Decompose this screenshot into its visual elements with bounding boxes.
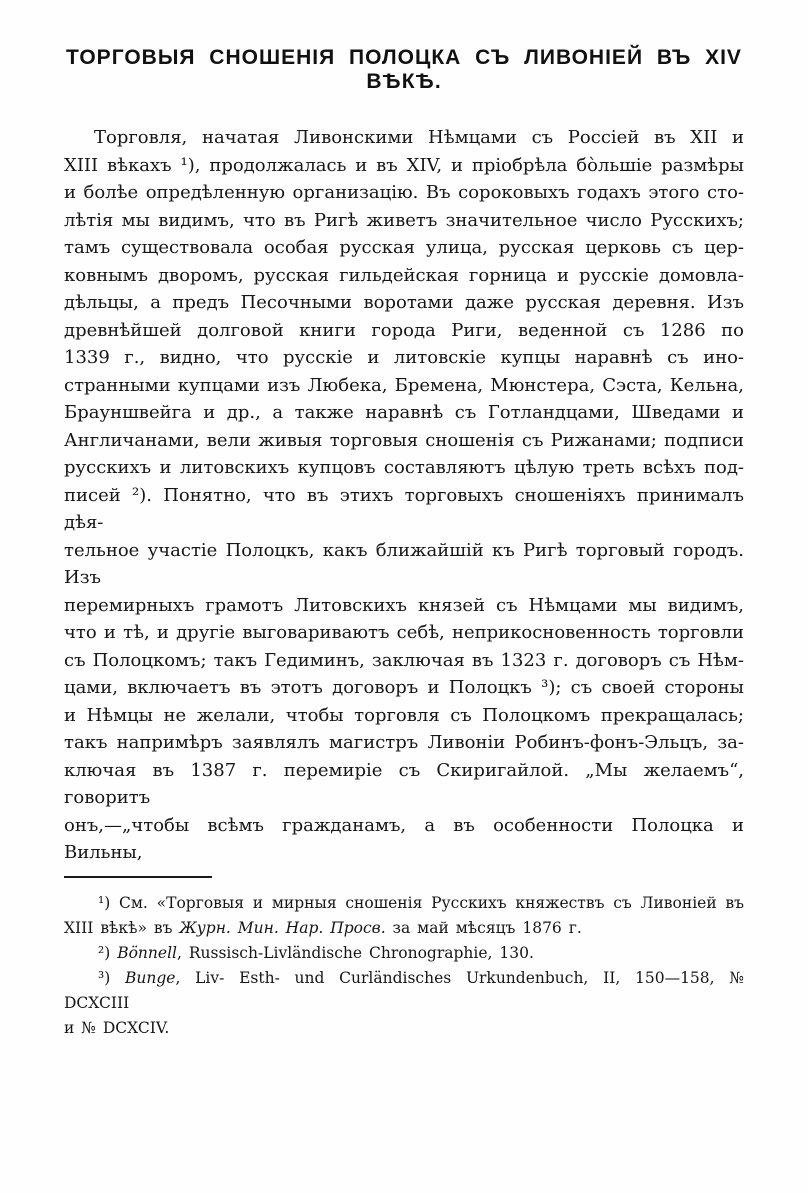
text-line: лѣтія мы видимъ, что въ Ригѣ живетъ значительное число Русскихъ;: [64, 209, 744, 231]
text-line: древнѣйшей долговой книги города Риги, веденной съ 1286 по: [64, 319, 744, 341]
text-line: XIII вѣкахъ ¹), продолжалась и въ XIV, и пріобрѣла бо̀льшіе размѣры: [64, 154, 744, 176]
text-line: что и тѣ, и другіе выговариваютъ себѣ, неприкосновенность торговли: [64, 622, 744, 643]
footnote-line: [64, 941, 744, 966]
text-line: Торговля, начатая Ливонскими Нѣмцами съ Россіей въ XII и: [94, 127, 744, 148]
footnote-text: ³): [98, 968, 125, 987]
footnote-text: , Liv- Esth- und Curländisches Urkundenbuch, II, 150—158, № DCXCIII: [64, 968, 744, 1012]
text-line: Брауншвейга и др., а также наравнѣ съ Готландцами, Шведами и: [64, 402, 744, 423]
text-line: цами, включаетъ въ этотъ договоръ и Полоцкъ ³); съ своей стороны: [64, 677, 744, 698]
text-line: ковнымъ дворомъ, русская гильдейская горница и русскіе домовла-: [64, 264, 744, 286]
footnote-line: [64, 966, 744, 1016]
text-line: русскихъ и литовскихъ купцовъ составляютъ цѣлую треть всѣхъ под-: [64, 457, 744, 478]
text-line: дѣльцы, а предъ Песочными воротами даже русская деревня. Изъ: [64, 292, 744, 313]
text-line: тамъ существовала особая русская улица, русская церковь съ цер-: [64, 237, 744, 258]
footnote-line: [64, 916, 744, 941]
text-line: перемирныхъ грамотъ Литовскихъ князей съ Нѣмцами мы видимъ,: [64, 594, 744, 616]
text-line: такъ напримѣръ заявлялъ магистръ Ливоніи Робинъ-фонъ-Эльцъ, за-: [64, 732, 744, 753]
text-line: писей ²). Понятно, что въ этихъ торговыхъ сношеніяхъ принималъ дѣя-: [64, 484, 744, 533]
text-line: ключая въ 1387 г. перемиріе съ Скиригайлой. „Мы желаемъ“, говоритъ: [64, 759, 744, 808]
text-line: и болѣе опредѣленную организацію. Въ сороковыхъ годахъ этого сто-: [64, 182, 744, 203]
text-line: странными купцами изъ Любека, Бремена, Мюнстера, Сэста, Кельна,: [64, 374, 744, 396]
footnotes: [64, 891, 744, 1041]
footnote-text: ²): [98, 943, 118, 962]
footnote-text: XIII вѣкѣ» въ: [64, 918, 180, 937]
footnote-line: [64, 891, 744, 916]
footnote-separator: [64, 876, 212, 878]
page-title: ТОРГОВЫЯ СНОШЕНІЯ ПОЛОЦКА СЪ ЛИВОНІЕЙ ВЪ XIV ВѢКѢ.: [66, 46, 742, 93]
text-line: и Нѣмцы не желали, чтобы торговля съ Полоцкомъ прекращалась;: [64, 704, 744, 726]
footnote-line: [64, 1016, 744, 1041]
footnote-text-italic: Bönnell: [117, 943, 177, 962]
footnote-text-italic: Журн. Мин. Нар. Просв.: [179, 918, 386, 937]
footnote-text: ¹) См. «Торговыя и мирныя сношенія Русскихъ княжествъ съ Ливоніей въ: [98, 893, 744, 912]
text-line: 1339 г., видно, что русскіе и литовскіе купцы наравнѣ съ ино-: [64, 347, 744, 368]
footnote-text: , Russisch-Livländische Chronographie, 130.: [176, 943, 534, 962]
text-line: Англичанами, вели живыя торговыя сношенія съ Рижанами; подписи: [64, 429, 744, 451]
text-line: съ Полоцкомъ; такъ Гедиминъ, заключая въ 1323 г. договоръ съ Нѣм-: [64, 649, 744, 671]
footnote-text: и № DCXCIV.: [64, 1018, 170, 1037]
body-paragraph: [64, 124, 744, 867]
text-line: онъ,—„чтобы всѣмъ гражданамъ, а въ особенности Полоцка и Вильны,: [64, 814, 744, 863]
footnote-text-italic: Bunge: [125, 968, 176, 987]
text-line: тельное участіе Полоцкъ, какъ ближайшій къ Ригѣ торговый городъ. Изъ: [64, 539, 744, 588]
footnote-text: за май мѣсяцъ 1876 г.: [385, 918, 582, 937]
